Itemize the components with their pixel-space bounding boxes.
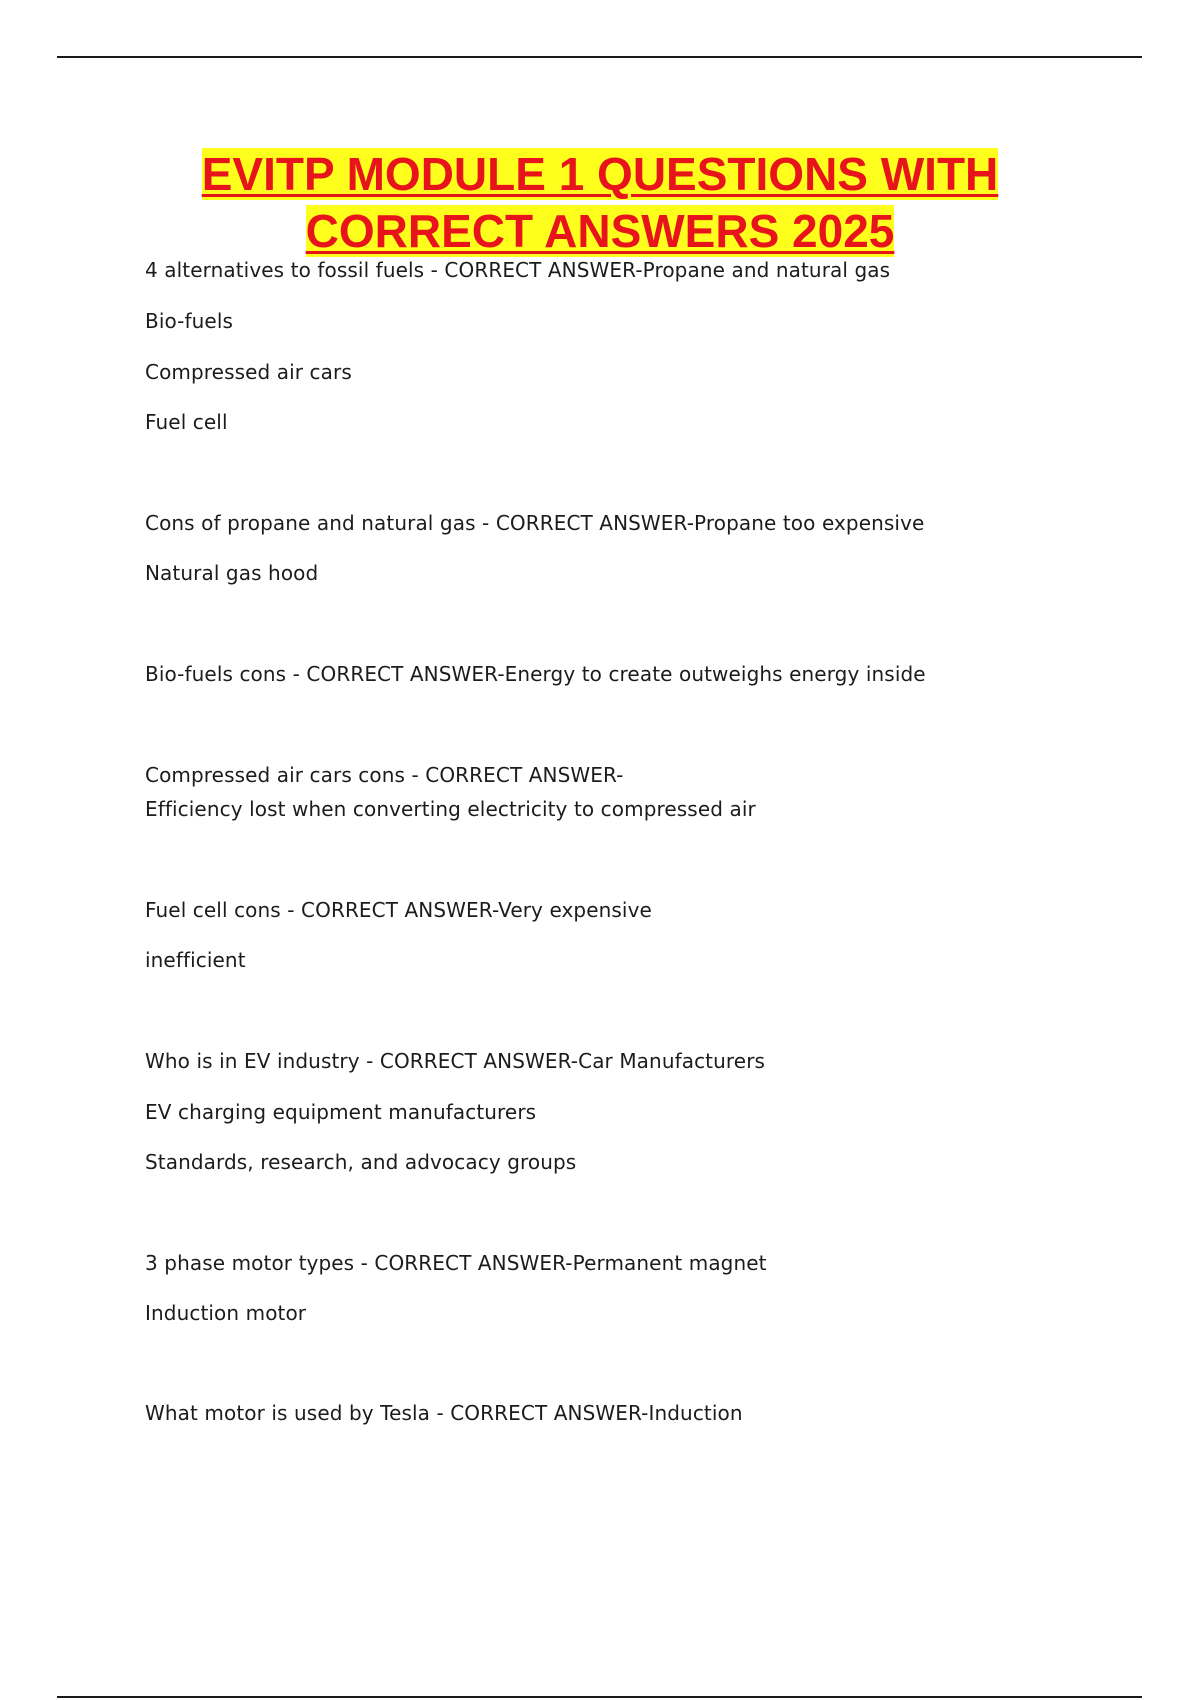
qa-answer-line: Fuel cell bbox=[145, 410, 228, 434]
header-rule bbox=[57, 56, 1142, 58]
qa-answer-line: Induction motor bbox=[145, 1301, 307, 1325]
qa-answer-line: EV charging equipment manufacturers bbox=[145, 1100, 537, 1124]
qa-answer-line: Standards, research, and advocacy groups bbox=[145, 1150, 577, 1174]
qa-answer-line: inefficient bbox=[145, 948, 246, 972]
qa-answer-line: Compressed air cars bbox=[145, 360, 352, 384]
qa-answer-line: Bio-fuels bbox=[145, 309, 233, 333]
qa-question-propane-cons: Cons of propane and natural gas - CORRECT ANSWER-Propane too expensive bbox=[145, 511, 925, 535]
qa-answer-line: Natural gas hood bbox=[145, 561, 319, 585]
qa-question-alternatives: 4 alternatives to fossil fuels - CORRECT ANSWER-Propane and natural gas bbox=[145, 258, 891, 282]
qa-question-motor-types: 3 phase motor types - CORRECT ANSWER-Permanent magnet bbox=[145, 1251, 767, 1275]
qa-question-fuel-cell-cons: Fuel cell cons - CORRECT ANSWER-Very expensive bbox=[145, 898, 652, 922]
qa-question-tesla-motor: What motor is used by Tesla - CORRECT ANSWER-Induction bbox=[145, 1401, 743, 1425]
title-line-2: CORRECT ANSWERS 2025 bbox=[305, 205, 895, 257]
footer-rule bbox=[57, 1696, 1142, 1698]
qa-question-biofuel-cons: Bio-fuels cons - CORRECT ANSWER-Energy to create outweighs energy inside bbox=[145, 662, 926, 686]
document-title bbox=[0, 146, 1200, 260]
qa-question-ev-industry: Who is in EV industry - CORRECT ANSWER-Car Manufacturers bbox=[145, 1049, 766, 1073]
qa-answer-line: Efficiency lost when converting electricity to compressed air bbox=[145, 797, 756, 821]
title-line-1: EVITP MODULE 1 QUESTIONS WITH bbox=[201, 148, 999, 200]
qa-question-compressed-air-cons: Compressed air cars cons - CORRECT ANSWER- bbox=[145, 763, 624, 787]
